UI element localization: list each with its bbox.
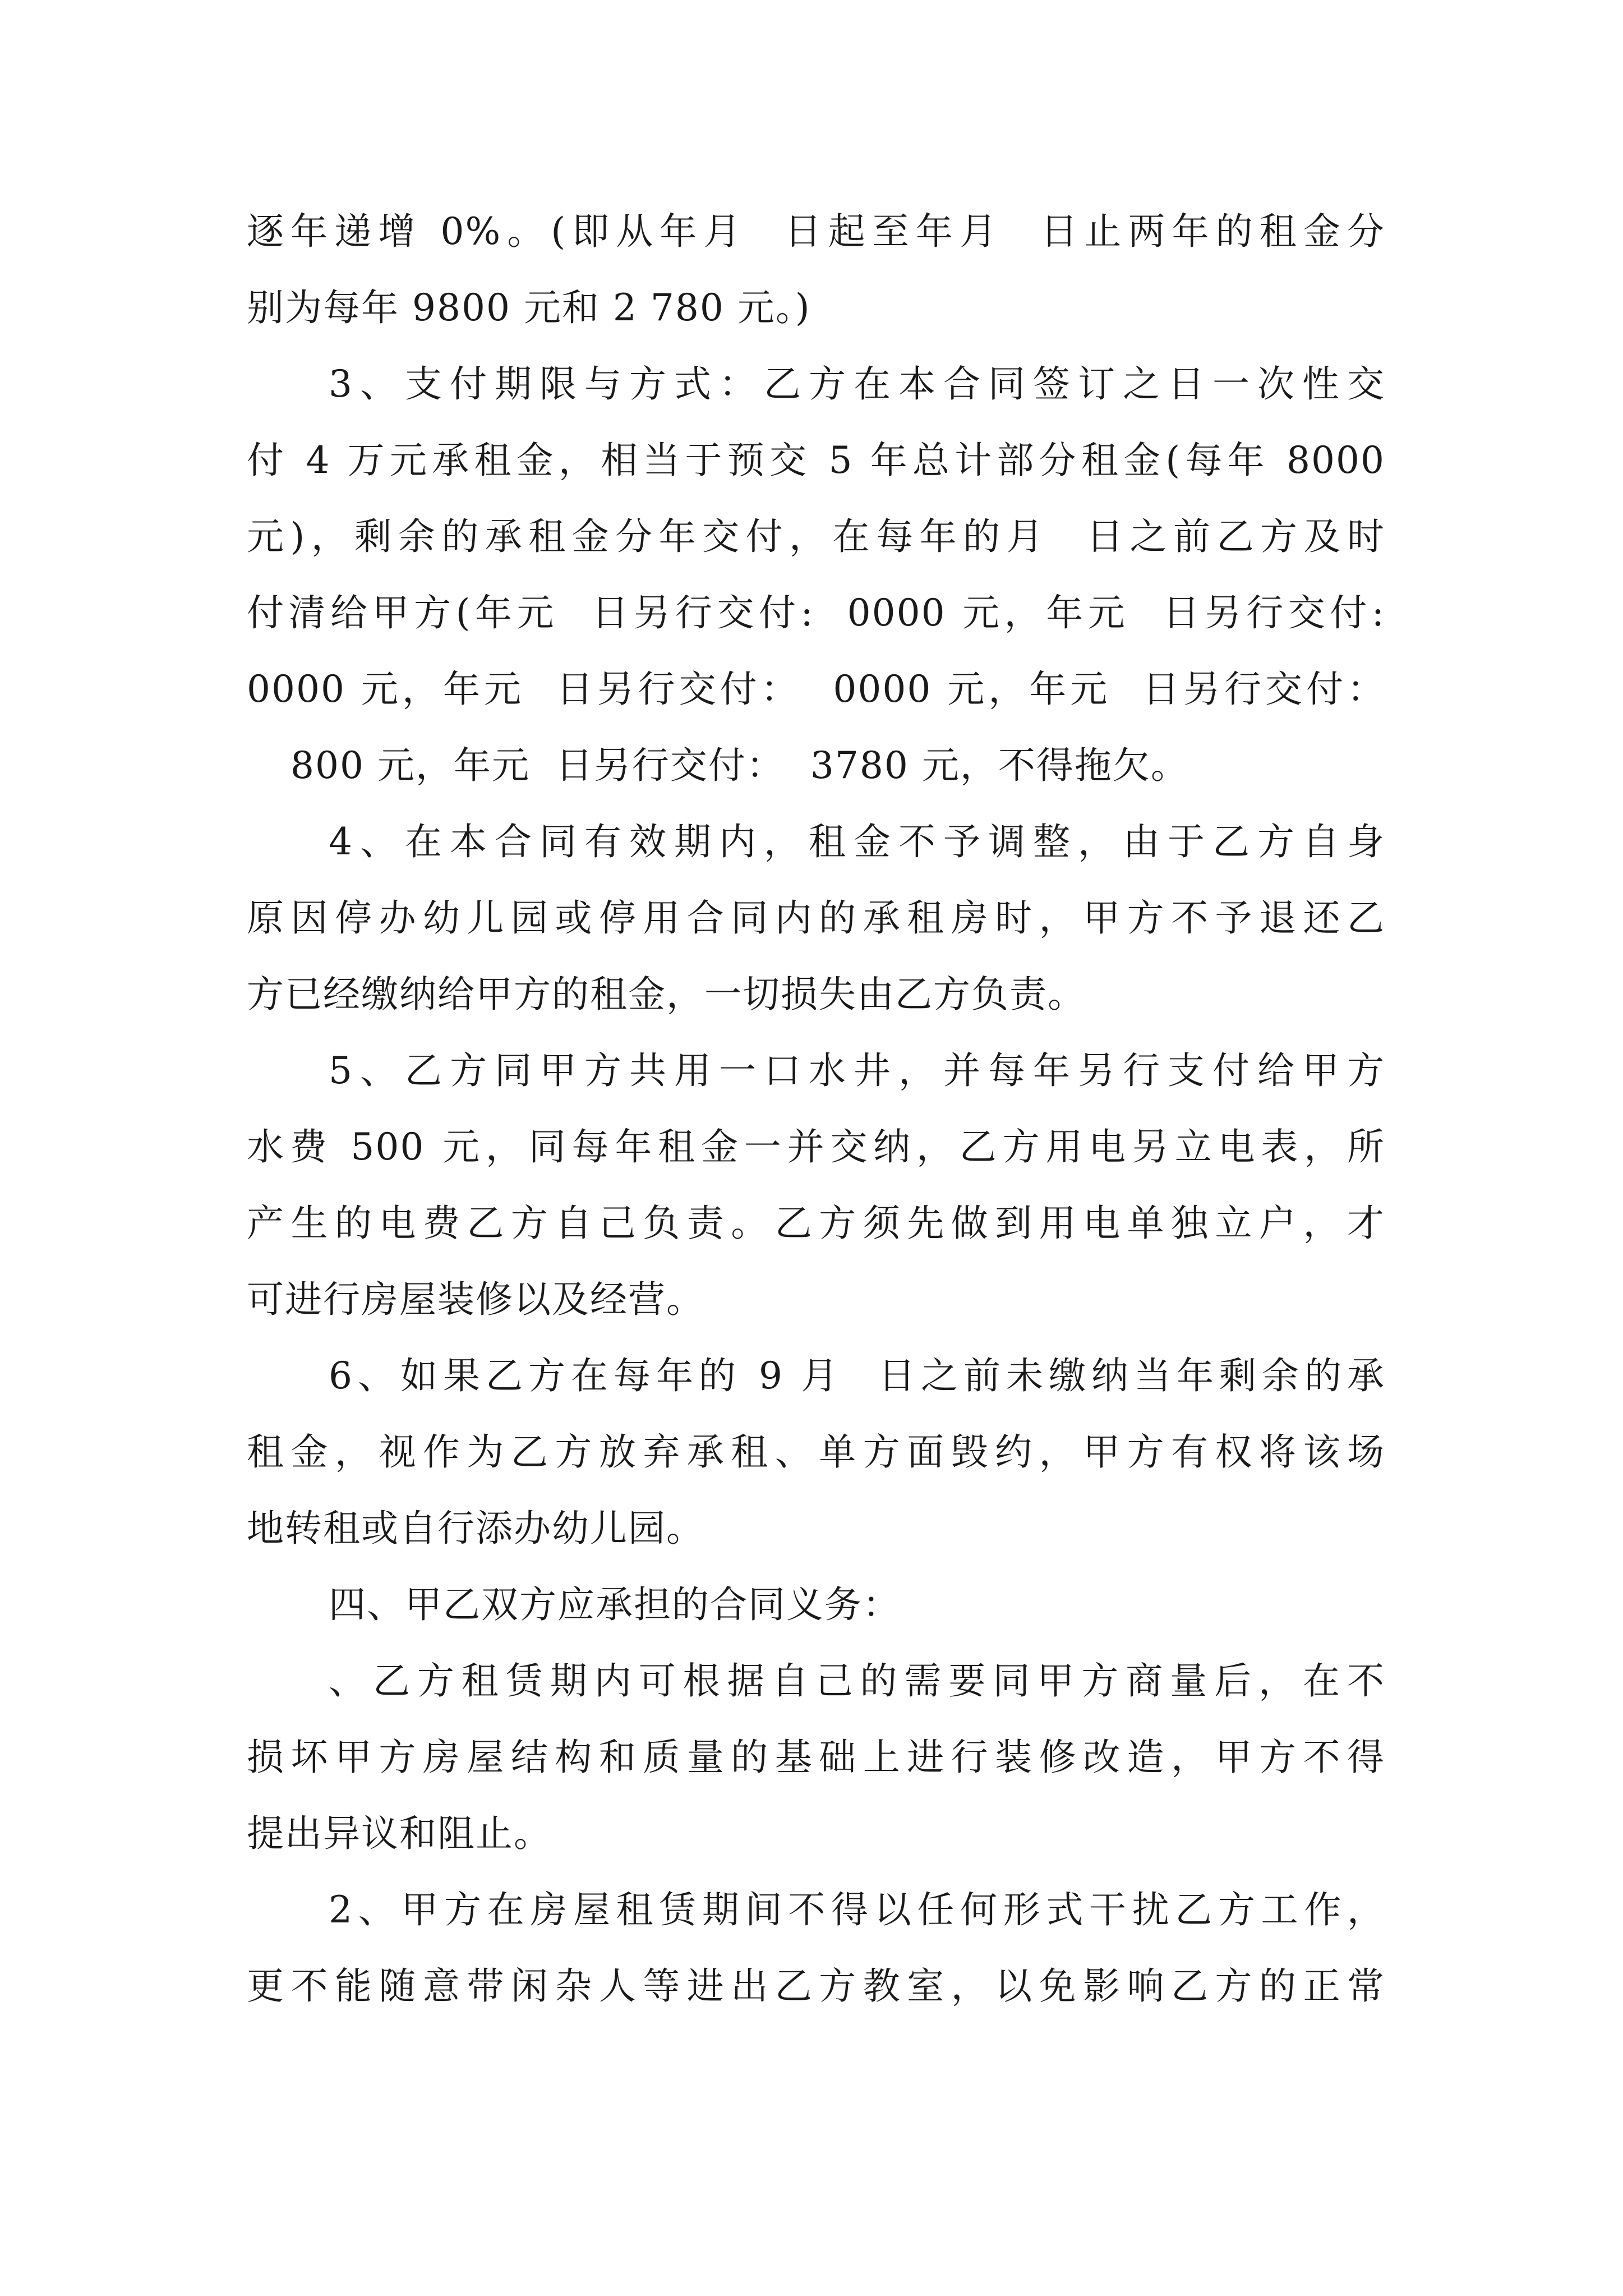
text-line: 方已经缴纳给甲方的租金，一切损失由乙方负责。 [247, 973, 1086, 1016]
text-line: 可进行房屋装修以及经营。 [247, 1278, 704, 1321]
text-line: 更不能随意带闲杂人等进出乙方教室，以免影响乙方的正常 [247, 1964, 1385, 2008]
text-line: 5、乙方同甲方共用一口水井，并每年另行支付给甲方 [329, 1049, 1385, 1092]
text-line: 地转租或自行添办幼儿园。 [247, 1507, 704, 1550]
text-line: 损坏甲方房屋结构和质量的基础上进行装修改造，甲方不得 [247, 1736, 1385, 1779]
text-line: 提出异议和阻止。 [247, 1812, 552, 1855]
document-body [247, 194, 1385, 2024]
text-line: 6、如果乙方在每年的 9 月 日之前未缴纳当年剩余的承 [329, 1354, 1385, 1397]
text-line: 原因停办幼儿园或停用合同内的承租房时，甲方不予退还乙 [247, 896, 1385, 940]
text-line: 3、支付期限与方式：乙方在本合同签订之日一次性交 [329, 362, 1385, 406]
text-line: 4、在本合同有效期内，租金不予调整，由于乙方自身 [329, 820, 1385, 863]
text-line: 产生的电费乙方自己负责。乙方须先做到用电单独立户，才 [247, 1202, 1385, 1245]
text-line: 水费 500 元，同每年租金一并交纳，乙方用电另立电表，所 [247, 1125, 1385, 1168]
text-line: 、乙方租赁期内可根据自己的需要同甲方商量后，在不 [329, 1659, 1385, 1703]
text-line: 逐年递增 0%。(即从年月 日起至年月 日止两年的租金分 [247, 210, 1385, 253]
text-line: 付 4 万元承租金，相当于预交 5 年总计部分租金(每年 8000 [247, 439, 1385, 482]
text-line: 付清给甲方(年元 日另行交付: 0000 元，年元 日另行交付: [247, 591, 1385, 634]
text-line: 元)，剩余的承租金分年交付，在每年的月 日之前乙方及时 [247, 515, 1385, 558]
text-line: 别为每年 9800 元和 2 780 元。) [247, 286, 811, 329]
section-heading: 四、甲乙双方应承担的合同义务： [329, 1583, 901, 1626]
text-line: 800 元，年元 日另行交付： 3780 元，不得拖欠。 [291, 744, 1189, 787]
text-line: 0000 元，年元 日另行交付： 0000 元，年元 日另行交付： [247, 668, 1385, 711]
text-line: 2、甲方在房屋租赁期间不得以任何形式干扰乙方工作， [329, 1888, 1385, 1931]
text-line: 租金，视作为乙方放弃承租、单方面毁约，甲方有权将该场 [247, 1430, 1385, 1474]
